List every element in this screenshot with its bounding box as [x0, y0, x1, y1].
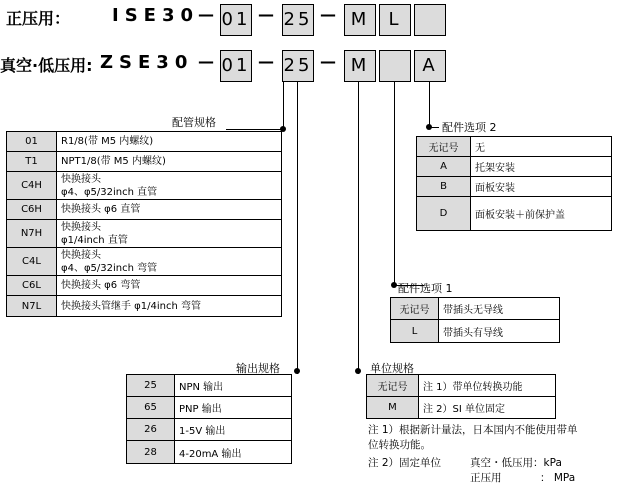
- description-line: 快换接头 φ6 弯管: [61, 280, 141, 291]
- table-row: [127, 397, 292, 419]
- table-row: [7, 200, 282, 220]
- option-code: 28: [127, 441, 175, 464]
- table-row: [417, 137, 612, 157]
- option-code: C6H: [7, 200, 57, 220]
- connector-piping: [226, 129, 284, 130]
- table-row: [391, 320, 560, 343]
- piping-spec-table: [6, 131, 282, 317]
- connector-output: [297, 82, 298, 374]
- code-box-piping: 01: [220, 50, 252, 82]
- description-line: NPT1/8(带 M5 内螺纹): [61, 156, 166, 167]
- option2-table: [416, 136, 612, 231]
- connector-dot: [426, 124, 432, 130]
- option-description: 带插头有导线: [439, 320, 560, 343]
- connector-dot: [355, 368, 361, 374]
- option-description: 注 1）带单位转换功能: [419, 375, 556, 397]
- option-description: [57, 296, 282, 317]
- code-box-option2: [414, 4, 446, 36]
- table-row: [417, 197, 612, 231]
- dash: —: [320, 5, 336, 24]
- option-code: 无记号: [417, 137, 471, 157]
- dash: —: [320, 52, 336, 71]
- code-box-piping: 01: [220, 4, 252, 36]
- option-description: 带插头无导线: [439, 298, 560, 320]
- table-row: [7, 132, 282, 152]
- unit-spec-table: [366, 374, 556, 419]
- description-line: φ4、φ5/32inch 弯管: [61, 262, 158, 274]
- code-box-output: 25: [282, 50, 314, 82]
- table-row: [7, 152, 282, 172]
- code-box-unit: M: [344, 50, 376, 82]
- option-code: D: [417, 197, 471, 231]
- option-description: 1-5V 输出: [175, 419, 292, 441]
- option-code: 01: [7, 132, 57, 152]
- output-spec-table: [126, 374, 292, 464]
- option-description: NPN 输出: [175, 375, 292, 397]
- option-code: M: [367, 397, 419, 419]
- description-line: φ1/4inch 直管: [61, 234, 128, 246]
- piping-spec-title: 配管规格: [172, 116, 216, 129]
- code-box-option2: A: [414, 50, 446, 82]
- table-row: [127, 375, 292, 397]
- description-line: 快换接头: [61, 249, 101, 261]
- option-description: 无: [471, 137, 612, 157]
- option-description: 面板安装＋前保护盖: [471, 197, 612, 231]
- connector-option1: [394, 82, 395, 285]
- note-1: 注 1）根据新计量法，日本国内不能使用带单: [368, 424, 578, 436]
- option-code: 无记号: [391, 298, 439, 320]
- model-zse30: ZSE30: [100, 52, 194, 73]
- table-row: [367, 375, 556, 397]
- option-code: 无记号: [367, 375, 419, 397]
- note-2-vacuum-unit: 真空・低压用：kPa: [470, 457, 562, 469]
- option-description: [57, 248, 282, 276]
- option-code: 65: [127, 397, 175, 419]
- code-box-option1: [379, 50, 411, 82]
- option2-title: 配件选项 2: [442, 121, 497, 134]
- code-box-option1: L: [379, 4, 411, 36]
- option-code: C4H: [7, 172, 57, 200]
- option-code: C6L: [7, 276, 57, 296]
- table-row: [7, 220, 282, 248]
- dash: —: [198, 52, 214, 71]
- option-code: T1: [7, 152, 57, 172]
- option-description: [57, 200, 282, 220]
- description-line: 快换接头 φ6 直管: [61, 204, 141, 215]
- description-line: 快换接头: [61, 173, 101, 185]
- option1-table: [390, 297, 560, 343]
- table-row: [367, 397, 556, 419]
- table-row: [7, 276, 282, 296]
- option-description: [57, 132, 282, 152]
- dash: —: [258, 5, 274, 24]
- description-line: φ4、φ5/32inch 直管: [61, 186, 158, 198]
- option-code: 25: [127, 375, 175, 397]
- option1-title: 配件选项 1: [398, 282, 453, 295]
- table-row: [7, 248, 282, 276]
- connector-dot: [294, 368, 300, 374]
- option-description: [57, 172, 282, 200]
- table-row: [127, 441, 292, 464]
- option-code: A: [417, 157, 471, 177]
- description-line: 快换接头: [61, 221, 101, 233]
- table-row: [127, 419, 292, 441]
- option-code: B: [417, 177, 471, 197]
- table-row: [417, 157, 612, 177]
- option-description: 注 2）SI 单位固定: [419, 397, 556, 419]
- option-code: N7L: [7, 296, 57, 317]
- connector-unit: [358, 82, 359, 374]
- dash: —: [258, 52, 274, 71]
- option-description: 4-20mA 输出: [175, 441, 292, 464]
- unit-spec-title: 单位规格: [370, 362, 414, 375]
- option-description: 面板安装: [471, 177, 612, 197]
- vacuum-low-pressure-label: 真空·低压用:: [0, 56, 93, 75]
- note-2-positive-label: 正压用: [470, 472, 502, 484]
- option-description: [57, 220, 282, 248]
- code-box-output: 25: [282, 4, 314, 36]
- table-row: [7, 172, 282, 200]
- option-description: PNP 输出: [175, 397, 292, 419]
- connector-option2: [429, 82, 430, 127]
- positive-pressure-label: 正压用：: [6, 9, 71, 28]
- model-ise30: ISE30: [112, 5, 200, 26]
- description-line: R1/8(带 M5 内螺纹): [61, 136, 154, 147]
- option-code: N7H: [7, 220, 57, 248]
- option-code: 26: [127, 419, 175, 441]
- note-2-label: 注 2）固定单位: [368, 457, 442, 469]
- output-spec-title: 输出规格: [236, 362, 280, 375]
- option-description: 托架安装: [471, 157, 612, 177]
- option-code: C4L: [7, 248, 57, 276]
- description-line: 快换接头管继手 φ1/4inch 弯管: [61, 300, 201, 312]
- note-2-positive-unit: ： MPa: [540, 472, 576, 484]
- option-description: [57, 152, 282, 172]
- note-1-cont: 位转换功能。: [368, 439, 431, 451]
- table-row: [7, 296, 282, 317]
- connector-piping: [283, 82, 284, 129]
- code-box-unit: M: [344, 4, 376, 36]
- connector-dot: [391, 282, 397, 288]
- table-row: [391, 298, 560, 320]
- dash: —: [198, 5, 214, 24]
- option-description: [57, 276, 282, 296]
- option-code: L: [391, 320, 439, 343]
- table-row: [417, 177, 612, 197]
